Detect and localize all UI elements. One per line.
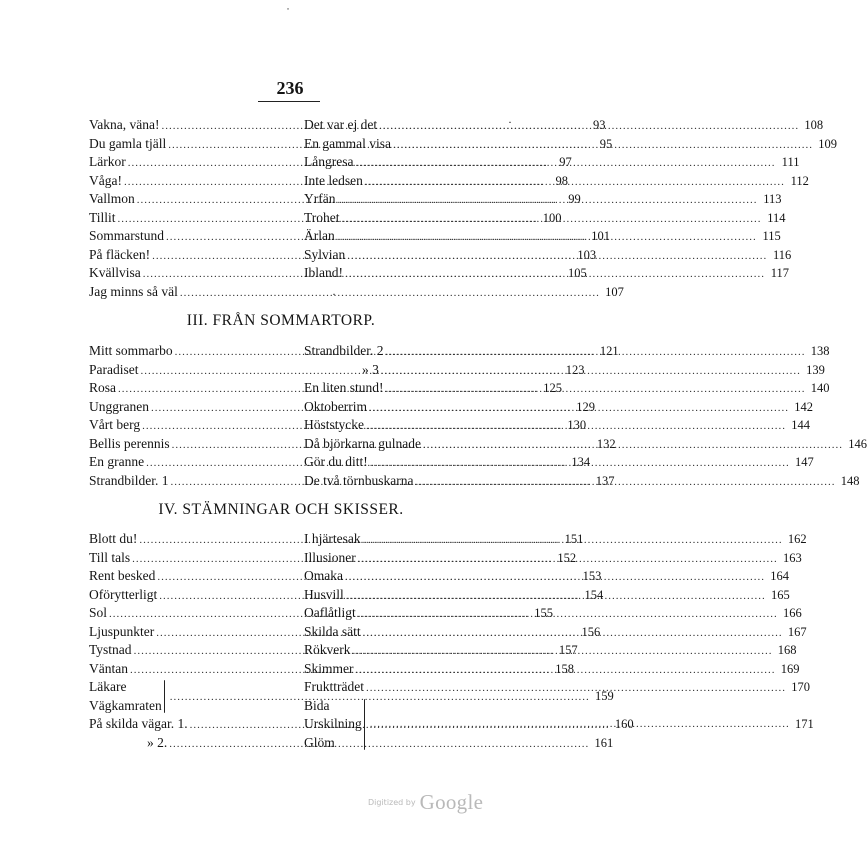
toc-entry <box>89 361 585 380</box>
toc-entry-page: 116 <box>772 247 792 262</box>
toc-entry-title: Tillit <box>89 209 116 225</box>
dot-leader <box>370 454 790 473</box>
dot-leader <box>366 679 786 698</box>
toc-entry-page: 114 <box>767 210 786 225</box>
dot-leader <box>365 173 785 192</box>
toc-entry-page: 161 <box>594 735 614 750</box>
toc-entry-title: Inte ledsen <box>304 172 363 188</box>
toc-entry-title: Våga! <box>89 172 122 188</box>
toc-entry-page: 113 <box>763 192 782 206</box>
toc-entry-title: I hjärtesak <box>304 531 361 546</box>
toc-entry-title: Vallmon <box>89 191 135 206</box>
toc-entry-page: 130 <box>567 418 587 432</box>
toc-entry-page: 170 <box>791 680 810 694</box>
toc-entry-title: Bida <box>304 697 330 713</box>
toc-entry-page: 156 <box>581 624 601 639</box>
toc-entry-title: Vägkamraten <box>89 697 162 713</box>
toc-entry-title: Strandbilder. 2 <box>304 343 384 358</box>
toc-entry-title: Väntan <box>89 660 128 676</box>
toc-entry-page: 115 <box>762 229 781 243</box>
dot-leader <box>369 399 789 418</box>
dot-leader <box>337 191 757 210</box>
toc-entry-title: En granne <box>89 454 145 469</box>
toc-entry-title: » 3 <box>362 361 379 377</box>
margin-dot-mark-2: · <box>332 287 336 301</box>
toc-entry-page: 97 <box>559 155 572 169</box>
toc-entry-page: 151 <box>564 532 584 546</box>
toc-entry-page: 147 <box>795 455 814 469</box>
toc-entry-page: 162 <box>787 532 807 546</box>
toc-entry-page: 134 <box>571 455 591 469</box>
dot-leader <box>386 380 806 399</box>
toc-entry-page: 139 <box>806 362 825 377</box>
toc-entry-title: Rosa <box>89 380 116 395</box>
toc-entry-title: Oaflåtligt <box>304 605 356 620</box>
digitized-by-google-watermark <box>368 790 483 815</box>
toc-entry-title: Urskilning <box>304 716 362 731</box>
dot-leader <box>370 718 790 730</box>
toc-entry-title: Sommarstund <box>89 228 165 243</box>
toc-entry-page: 93 <box>592 118 606 132</box>
dot-leader <box>180 284 600 303</box>
toc-entry-page: 153 <box>582 569 602 583</box>
toc-entry-title: Jag minns så väl <box>89 283 178 299</box>
toc-entry-page: 103 <box>577 247 597 262</box>
dot-leader <box>337 228 757 247</box>
toc-entry-page: 142 <box>794 399 813 414</box>
margin-dot-mark: · <box>508 115 512 129</box>
dot-leader <box>381 362 801 381</box>
toc-entry-title: Vakna, väna! <box>89 117 160 132</box>
toc-entry-page: 140 <box>810 381 830 395</box>
toc-entry-title: Gör du ditt! <box>304 454 368 469</box>
toc-entry-page: 144 <box>791 418 810 432</box>
toc-entry-title: Ibland! <box>304 265 343 280</box>
section-heading-stamningar-och-skisser: IV. STÄMNINGAR OCH SKISSER. <box>158 501 404 518</box>
toc-entry-page: 159 <box>594 689 614 703</box>
toc-entry-title: Höststycke <box>304 417 364 432</box>
toc-entry-title: Rent besked <box>89 568 156 583</box>
google-wordmark: Google <box>419 790 484 814</box>
toc-entry-title: Det var ej det <box>304 117 378 132</box>
toc-entry-page: 168 <box>777 643 797 657</box>
toc-entry-title: Lärkor <box>89 154 126 169</box>
toc-entry-page: 107 <box>605 284 624 299</box>
toc-entry-page: 100 <box>542 210 562 225</box>
toc-entry-title: Skimmer <box>304 660 354 676</box>
toc-entry-page: 99 <box>568 192 581 206</box>
toc-entry-title: Trohet <box>304 209 340 225</box>
dot-leader <box>386 343 806 362</box>
toc-entry-page: 152 <box>557 550 577 565</box>
dot-leader <box>345 568 765 587</box>
dot-leader <box>358 605 778 624</box>
toc-entry-page: 166 <box>782 606 802 620</box>
dot-leader <box>345 265 765 284</box>
dot-leader <box>346 587 766 606</box>
toc-entry-title: En liten stund! <box>304 380 384 395</box>
toc-entry-title: Illusioner <box>304 549 356 565</box>
toc-entry-title: Långresa <box>304 154 354 169</box>
dot-leader <box>347 247 767 266</box>
toc-entry-title: Kvällvisa <box>89 265 141 280</box>
digitized-by-label: Digitized by <box>368 798 416 807</box>
dot-leader <box>393 136 813 155</box>
toc-entry-page: 112 <box>790 173 809 188</box>
toc-entry-title: Sol <box>89 605 108 620</box>
grouping-brace <box>364 699 365 751</box>
toc-entry-title: Omaka <box>304 568 343 583</box>
toc-entry-title: Skilda sätt <box>304 623 361 639</box>
toc-entry-title: På fläcken! <box>89 246 151 262</box>
toc-entry-title: Bellis perennis <box>89 435 170 451</box>
toc-entry-title: Paradiset <box>89 361 139 377</box>
dot-leader <box>415 473 835 492</box>
toc-entry-page: 108 <box>804 118 824 132</box>
page-number-rule <box>258 101 320 102</box>
dot-leader <box>363 531 783 550</box>
dot-leader <box>353 642 773 661</box>
toc-entry-page: 111 <box>781 155 800 169</box>
toc-entry-title: En gammal visa <box>304 135 391 151</box>
toc-entry-page: 171 <box>795 716 814 731</box>
toc-entry-title: Husvill <box>304 586 344 602</box>
dot-leader <box>355 154 775 173</box>
toc-entry-title: Strandbilder. 1 <box>89 472 169 488</box>
toc-entry-page: 109 <box>818 136 837 151</box>
page-number: 236 <box>276 78 304 98</box>
dot-leader <box>366 417 786 436</box>
dot-leader <box>358 550 778 569</box>
toc-entry-page: 148 <box>840 473 860 488</box>
toc-entry-page: 132 <box>596 436 616 451</box>
dot-leader <box>342 210 762 229</box>
toc-entry-title: Fruktträdet <box>304 679 364 694</box>
toc-entry-title: Sylvian <box>304 246 346 262</box>
top-dot-mark: ˙ <box>286 5 290 19</box>
toc-entry-page: 138 <box>810 344 830 358</box>
toc-entry-title: Läkare <box>89 679 127 694</box>
toc-entry-page: 158 <box>555 661 574 676</box>
dot-leader <box>423 436 843 455</box>
toc-entry-page: 95 <box>599 136 613 151</box>
dot-leader <box>356 661 776 680</box>
toc-entry-title: På skilda vägar. 1. <box>89 716 188 731</box>
dot-leader <box>379 117 799 136</box>
toc-entry-page: 105 <box>568 266 587 280</box>
toc-entry-page: 164 <box>770 569 789 583</box>
toc-entry-page: 157 <box>558 643 578 657</box>
toc-entry-page: 129 <box>576 399 595 414</box>
toc-entry-page: 167 <box>787 624 807 639</box>
toc-entry-title: Då björkarna gulnade <box>304 435 421 451</box>
toc-entry <box>89 283 624 302</box>
toc-entry-title: Du gamla tjäll <box>89 135 167 151</box>
toc-entry-title: Ärlan <box>304 228 335 243</box>
toc-entry-page: 160 <box>614 717 634 731</box>
toc-entry-title: Tystnad <box>89 642 132 657</box>
toc-entry-page: 101 <box>591 229 611 243</box>
toc-entry-page: 98 <box>555 173 568 188</box>
toc-entry-page: 163 <box>783 550 802 565</box>
toc-entry-page: 137 <box>595 473 615 488</box>
toc-entry-title: » 2. <box>147 734 168 750</box>
grouping-brace <box>164 680 165 713</box>
toc-entry-title: Oktoberrim <box>304 398 367 414</box>
toc-entry-title: Blott du! <box>89 531 138 546</box>
toc-entry-title: Unggranen <box>89 398 149 414</box>
dot-leader <box>363 624 783 643</box>
toc-entry-title: Vårt berg <box>89 417 141 432</box>
toc-entry-page: 117 <box>770 266 789 280</box>
toc-entry-title: Glöm <box>304 734 335 750</box>
toc-entry-page: 121 <box>599 344 619 358</box>
toc-entry-page: 146 <box>848 436 867 451</box>
toc-entry-page: 123 <box>565 362 585 377</box>
toc-entry-title: De två törnbuskarna <box>304 472 414 488</box>
toc-entry-page: 155 <box>534 606 554 620</box>
toc-entry-page: 125 <box>543 381 562 395</box>
toc-entry-title: Rökverk <box>304 642 351 657</box>
toc-entry-title: Oförytterligt <box>89 586 158 602</box>
toc-entry-page: 165 <box>771 587 790 602</box>
section-heading-fran-sommartorp: III. FRÅN SOMMARTORP. <box>186 312 376 329</box>
toc-entry-title: Yrfän <box>304 191 336 206</box>
toc-entry-title: Ljuspunkter <box>89 623 155 639</box>
toc-entry-title: Mitt sommarbo <box>89 343 173 358</box>
toc-entry-page: 169 <box>780 661 800 676</box>
toc-entry-title: Till tals <box>89 549 131 565</box>
toc-entry-page: 154 <box>584 587 604 602</box>
